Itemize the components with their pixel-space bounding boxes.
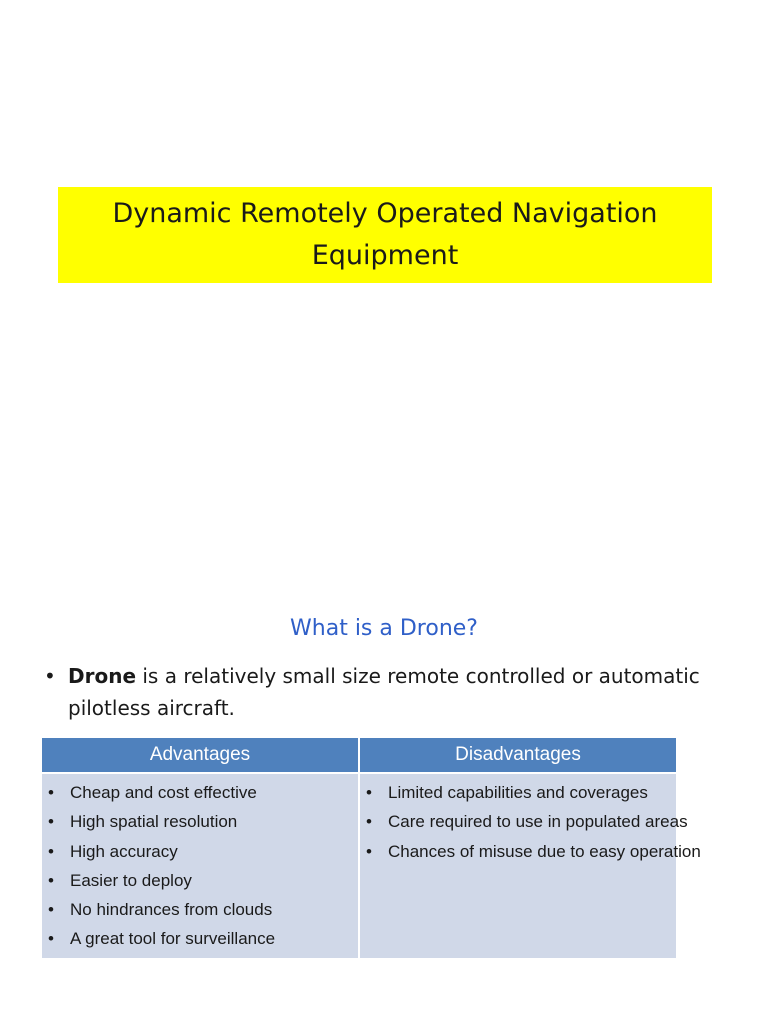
definition-description: is a relatively small size remote controlled or automatic pilotless aircraft. <box>68 664 700 720</box>
advantage-text: No hindrances from clouds <box>70 900 273 920</box>
advantage-text: Easier to deploy <box>70 870 192 890</box>
definition-term: Drone <box>68 664 137 688</box>
section-heading: What is a Drone? <box>290 616 478 641</box>
definition-bullet <box>44 660 744 724</box>
list-item <box>42 924 354 953</box>
slide-title: Dynamic Remotely Operated Navigation Equipment <box>112 198 658 271</box>
bullet-icon: • <box>48 900 54 920</box>
advantage-text: Cheap and cost effective <box>70 783 257 802</box>
list-item <box>360 807 688 836</box>
bullet-icon: • <box>48 929 54 949</box>
advantages-cell <box>42 773 359 958</box>
advantage-text: High accuracy <box>70 841 178 861</box>
disadvantages-list <box>360 778 701 866</box>
bullet-icon: • <box>48 841 54 861</box>
list-item <box>42 866 354 895</box>
list-item <box>42 837 354 866</box>
advantage-text: High spatial resolution <box>70 812 238 832</box>
disadvantage-text: Chances of misuse due to easy operation <box>388 841 701 861</box>
list-item <box>360 837 701 866</box>
disadvantages-cell <box>359 773 701 958</box>
list-item <box>42 778 354 807</box>
comparison-table <box>42 738 701 958</box>
list-item <box>42 807 354 836</box>
disadvantage-text: Limited capabilities and coverages <box>388 783 648 802</box>
definition-text <box>68 660 744 724</box>
bullet-icon: • <box>366 783 372 802</box>
bullet-icon: • <box>366 841 372 861</box>
advantages-list <box>42 778 354 954</box>
bullet-icon: • <box>44 664 56 688</box>
disadvantages-header: Disadvantages <box>359 738 676 773</box>
disadvantage-text: Care required to use in populated areas <box>388 812 688 832</box>
list-item <box>360 778 672 807</box>
advantages-header: Advantages <box>42 738 359 773</box>
bullet-icon: • <box>48 783 54 802</box>
title-highlight-box <box>58 187 712 283</box>
bullet-icon: • <box>48 870 54 890</box>
list-item <box>42 895 354 924</box>
bullet-icon: • <box>48 812 54 832</box>
bullet-icon: • <box>366 812 372 832</box>
advantage-text: A great tool for surveillance <box>70 929 276 949</box>
